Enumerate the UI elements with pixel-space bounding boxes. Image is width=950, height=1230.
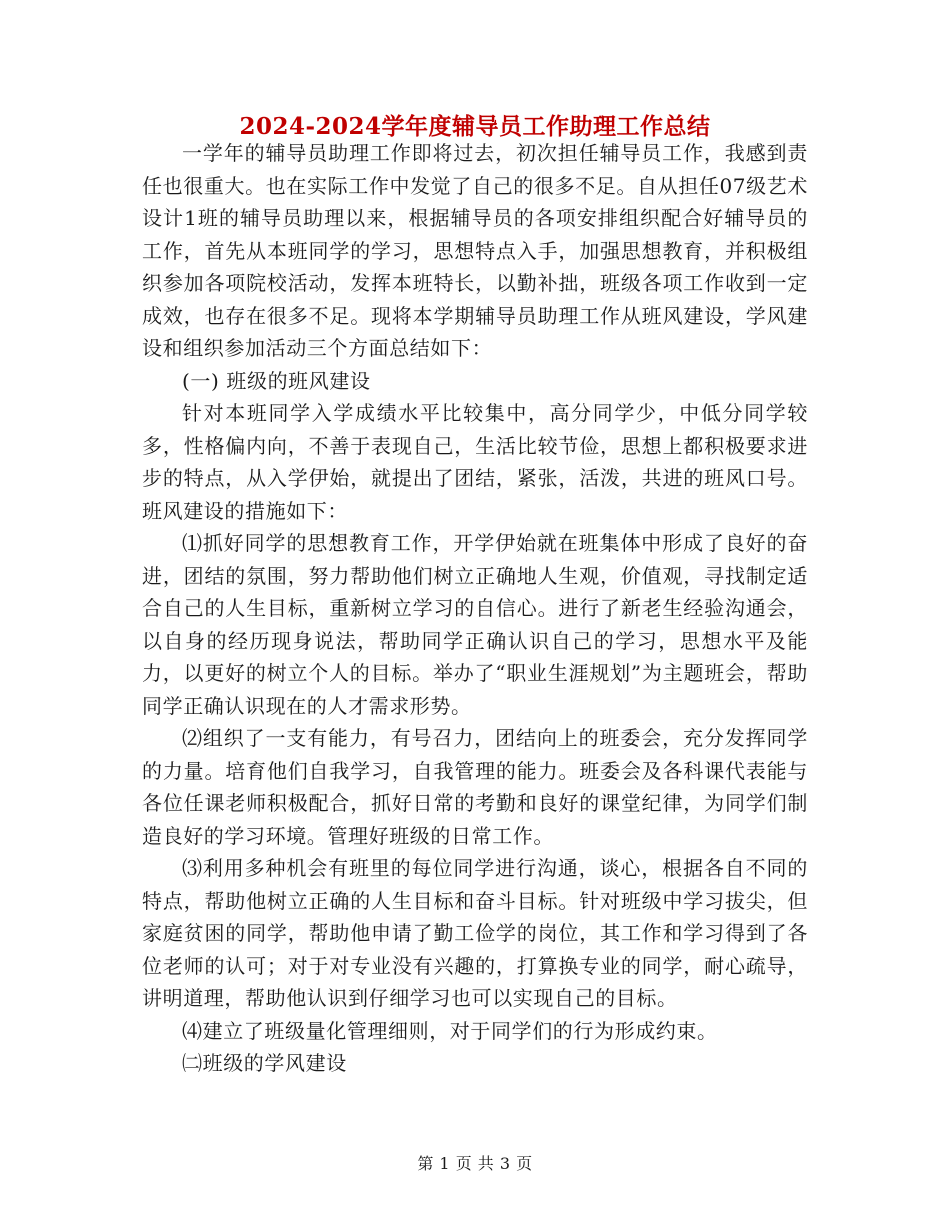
intro-paragraph: 一学年的辅导员助理工作即将过去，初次担任辅导员工作，我感到责任也很重大。也在实际工作中发觉了自己的很多不足。自从担任07级艺术设计1班的辅导员助理以来，根据辅导员的各项安排组织配合好辅导员的工作，首先从本班同学的学习，思想特点入手，加强思想教育，并积极组织参加各项院校活动，发挥本班特长，以勤补拙，班级各项工作收到一定成效，也存在很多不足。现将本学期辅导员助理工作从班风建设，学风建设和组织参加活动三个方面总结如下： xyxy=(142,141,808,360)
measure-item-1: ⑴抓好同学的思想教育工作，开学伊始就在班集体中形成了良好的奋进，团结的氛围，努力帮助他们树立正确地人生观，价值观，寻找制定适合自己的人生目标，重新树立学习的自信心。进行了新老生经验沟通会，以自身的经历现身说法，帮助同学正确认识自己的学习，思想水平及能力，以更好的树立个人的目标。举办了“职业生涯规划”为主题班会，帮助同学正确认识现在的人才需求形势。 xyxy=(142,531,808,718)
section-heading-class-style: (一) 班级的班风建设 xyxy=(182,368,371,393)
section1-intro-paragraph: 针对本班同学入学成绩水平比较集中，高分同学少，中低分同学较多，性格偏内向，不善于表现自己，生活比较节俭，思想上都积极要求进步的特点，从入学伊始，就提出了团结，紧张，活泼，共进的班风口号。班风建设的措施如下： xyxy=(142,401,808,523)
section-heading-study-style: ㈡班级的学风建设 xyxy=(182,1051,347,1075)
measure-item-4: ⑷建立了班级量化管理细则，对于同学们的行为形成约束。 xyxy=(182,1018,718,1043)
measure-item-2: ⑵组织了一支有能力，有号召力，团结向上的班委会，充分发挥同学的力量。培育他们自我学习，自我管理的能力。班委会及各科课代表能与各位任课老师积极配合，抓好日常的考勤和良好的课堂纪律，为同学们制造良好的学习环境。管理好班级的日常工作。 xyxy=(142,726,808,848)
page-footer: 第 1 页 共 3 页 xyxy=(417,1154,533,1173)
document-body xyxy=(142,137,808,1080)
measure-item-3: ⑶利用多种机会有班里的每位同学进行沟通，谈心，根据各自不同的特点，帮助他树立正确的人生目标和奋斗目标。针对班级中学习拔尖，但家庭贫困的同学，帮助他申请了勤工俭学的岗位，其工作和学习得到了各位老师的认可；对于对专业没有兴趣的，打算换专业的同学，耐心疏导，讲明道理，帮助他认识到仔细学习也可以实现自己的目标。 xyxy=(142,856,808,1010)
document-title: 2024-2024学年度辅导员工作助理工作总结 xyxy=(239,113,711,140)
